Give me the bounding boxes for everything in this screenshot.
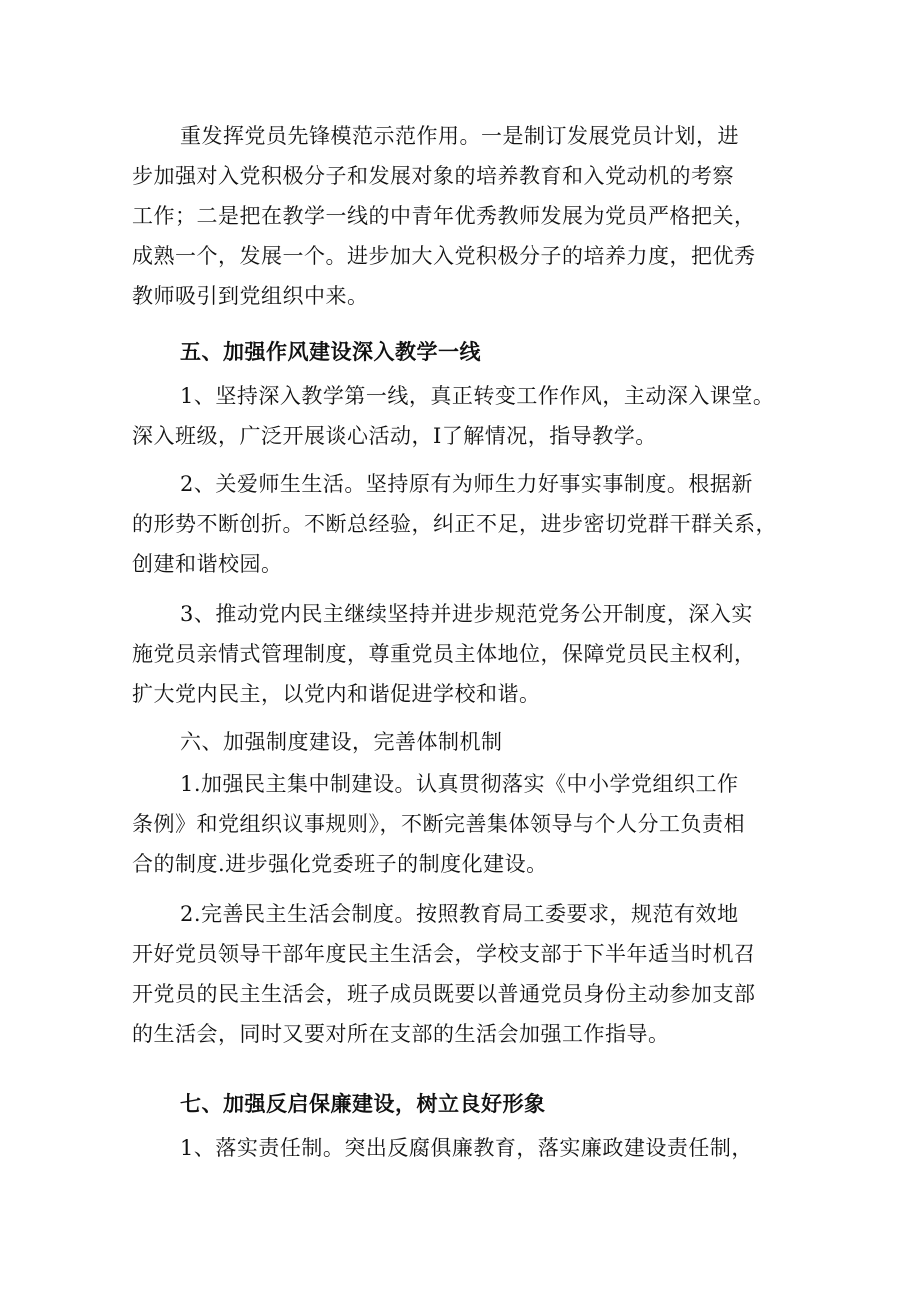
section-heading-6: 六、加强制度建设，完善体制机制 — [180, 730, 503, 754]
text-line: 施党员亲情式管理制度，尊重党员主体地位，保障党员民主权利， — [132, 642, 756, 666]
paragraph-5-3 — [132, 594, 808, 714]
text-line: 1.加强民主集中制建设。认真贯彻落实《中小学党组织工作 — [180, 772, 739, 796]
paragraph-party-member-role — [132, 116, 808, 316]
text-line: 1、落实责任制。突出反腐俱廉教育，落实廉政建设责任制， — [180, 1136, 753, 1160]
text-line: 工作；二是把在教学一线的中青年优秀教师发展为党员严格把关， — [132, 204, 756, 228]
text-line: 合的制度.进步强化党委班子的制度化建设。 — [132, 852, 548, 876]
text-line: 扩大党内民主，以党内和谐促进学校和谐。 — [132, 682, 541, 706]
section-heading-5: 五、加强作风建设深入教学一线 — [180, 340, 481, 364]
text-line: 的形势不断创折。不断总经验，纠正不足，进步密切党群干群关系， — [132, 512, 777, 536]
text-line: 成熟一个，发展一个。进步加大入党积极分子的培养力度，把优秀 — [132, 244, 756, 268]
text-line: 步加强对入党积极分子和发展对象的培养教育和入党动机的考察 — [132, 164, 734, 188]
paragraph-6-2 — [132, 894, 808, 1054]
text-line: 的生活会，同时又要对所在支部的生活会加强工作指导。 — [132, 1022, 670, 1046]
text-line: 教师吸引到党组织中来。 — [132, 284, 369, 308]
text-line: 创建和谐校园。 — [132, 552, 283, 576]
text-line: 1、坚持深入教学第一线，真正转变工作作风，主动深入课堂。 — [180, 384, 775, 408]
section-heading-7: 七、加强反启保廉建设，树立良好形象 — [180, 1092, 546, 1116]
text-line: 重发挥党员先锋模范示范作用。一是制订发展党员计划，进 — [180, 124, 739, 148]
text-line: 深入班级，广泛开展谈心活动，I了解情况，指导教学。 — [132, 424, 657, 448]
paragraph-5-1 — [132, 376, 808, 456]
paragraph-5-2 — [132, 464, 808, 584]
text-line: 3、推动党内民主继续坚持并进步规范党务公开制度，深入实 — [180, 602, 753, 626]
text-line: 2.完善民主生活会制度。按照教育局工委要求，规范有效地 — [180, 902, 739, 926]
paragraph-6-1 — [132, 764, 808, 884]
text-line: 开党员的民主生活会，班子成员既要以普通党员身份主动参加支部 — [132, 982, 756, 1006]
text-line: 开好党员领导干部年度民主生活会，学校支部于下半年适当时机召 — [132, 942, 756, 966]
text-line: 条例》和党组织议事规则》，不断完善集体领导与个人分工负责相 — [132, 812, 745, 836]
paragraph-7-1 — [132, 1128, 808, 1168]
text-line: 2、关爱师生生活。坚持原有为师生力好事实事制度。根据新 — [180, 472, 753, 496]
